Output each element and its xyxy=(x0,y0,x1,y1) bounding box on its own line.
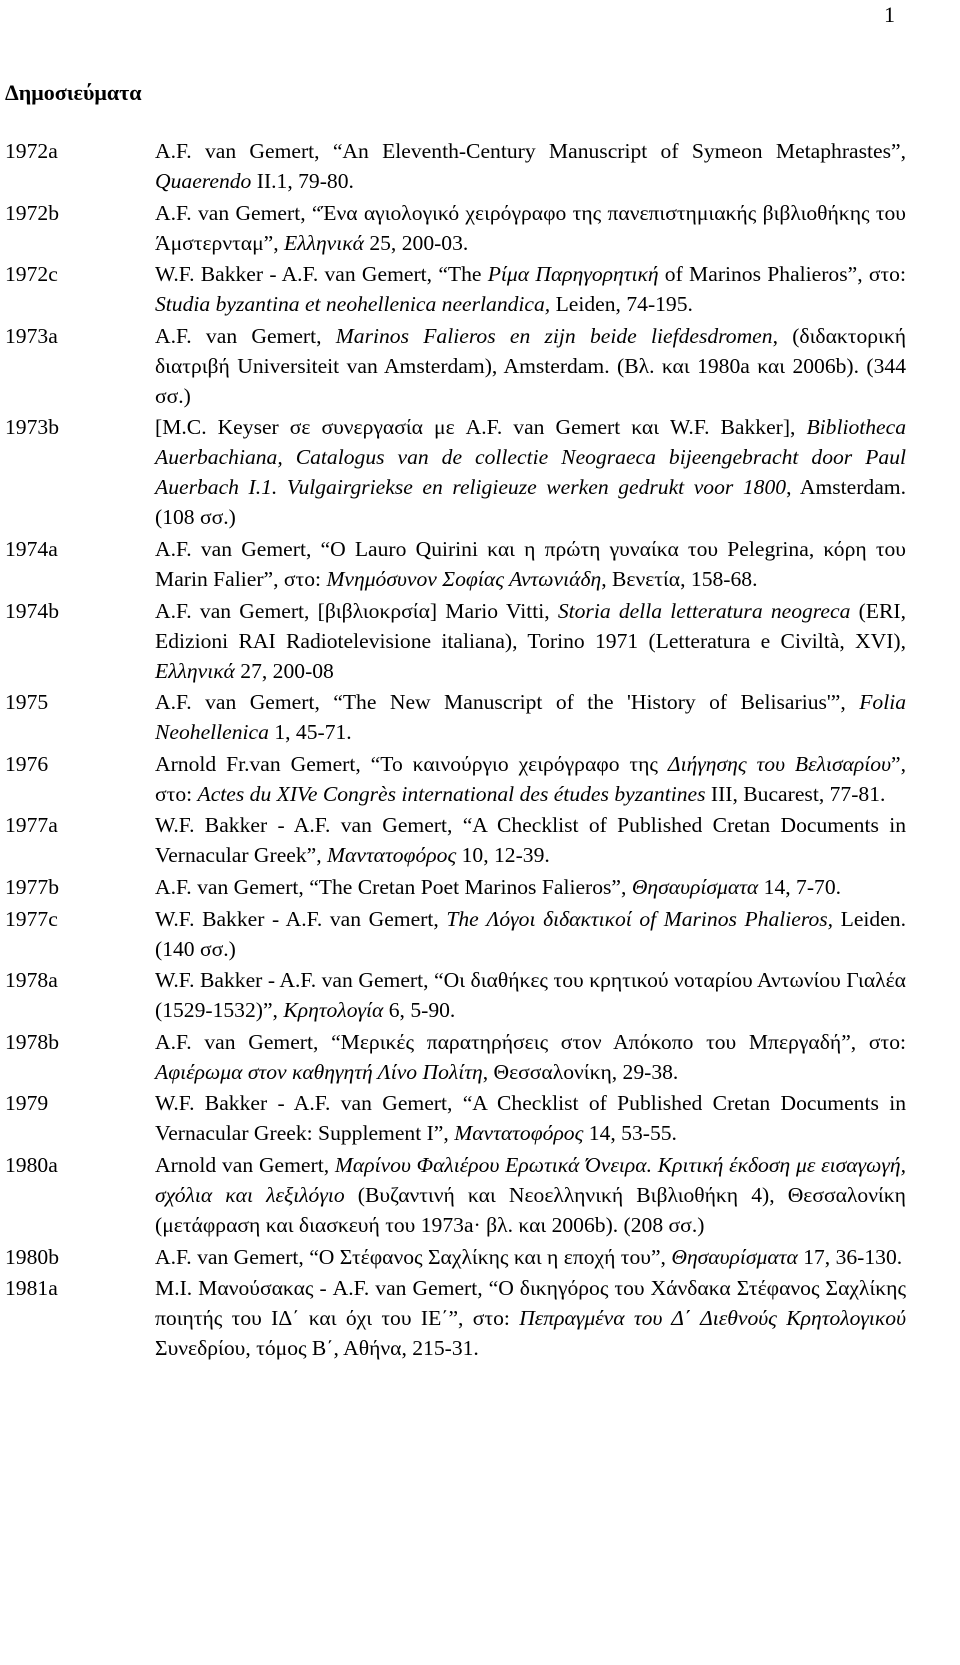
section-title: Δημοσιεύματα xyxy=(5,80,142,105)
citation-text: (ERI, Edizioni RAI Radiotelevisione italiana), Torino 1971 (Letteratura e Civiltà, XVI), xyxy=(155,598,906,653)
publication-year: 1972c xyxy=(5,262,58,287)
citation-text: W.F. Bakker - A.F. van Gemert, xyxy=(155,906,447,931)
citation-text: 1, 45-71. xyxy=(268,720,352,745)
citation-title-italic: Μαντατοφόρος xyxy=(454,1121,584,1146)
publication-entry xyxy=(0,872,960,902)
publication-citation xyxy=(155,1273,906,1363)
publication-year: 1980a xyxy=(5,1152,58,1177)
publication-entry xyxy=(0,1150,960,1240)
publication-citation xyxy=(155,534,906,594)
publication-citation xyxy=(155,1150,906,1240)
publication-entry xyxy=(0,136,960,196)
citation-text: A.F. van Gemert, xyxy=(155,323,336,348)
citation-text: W.F. Bakker - A.F. van Gemert, “A Checklist of Published Cretan Documents in Vernacular Greek: Supplement I”, xyxy=(155,1091,906,1146)
citation-text: , Θεσσαλονίκη, 29-38. xyxy=(482,1059,679,1084)
citation-text: [M.C. Keyser σε συνεργασία με A.F. van Gemert και W.F. Bakker], xyxy=(155,415,807,440)
citation-title-italic: Διήγησης του Βελισαρίου xyxy=(667,751,892,776)
publication-year: 1980b xyxy=(5,1244,59,1269)
publication-year: 1972b xyxy=(5,200,59,225)
citation-text: 27, 200-08 xyxy=(234,658,334,683)
citation-text: Συνεδρίου, τόμος Β΄, Αθήνα, 215-31. xyxy=(155,1336,479,1361)
publication-year: 1974b xyxy=(5,598,59,623)
citation-title-italic: Θησαυρίσματα xyxy=(631,874,759,899)
publication-entry xyxy=(0,749,960,809)
publication-citation xyxy=(155,749,906,809)
publication-entry xyxy=(0,1273,960,1363)
publication-year: 1974a xyxy=(5,536,58,561)
citation-text: 6, 5-90. xyxy=(383,998,456,1023)
publication-year: 1973b xyxy=(5,415,59,440)
citation-text: A.F. van Gemert, “The New Manuscript of the 'History of Belisarius'”, xyxy=(155,690,860,715)
citation-text: A.F. van Gemert, “An Eleventh-Century Manuscript of Symeon Metaphrastes”, xyxy=(155,139,906,163)
publication-year: 1981a xyxy=(5,1276,58,1301)
citation-text: ”, στο: xyxy=(155,751,906,806)
publication-entry xyxy=(0,321,960,411)
publication-year: 1972a xyxy=(5,139,58,163)
citation-title-italic: Storia della letteratura neogreca xyxy=(557,598,851,623)
citation-title-italic: Marinos Falieros en zijn beide liefdesdromen xyxy=(335,323,773,348)
publication-citation xyxy=(155,1088,906,1148)
page-number: 1 xyxy=(884,2,895,27)
citation-text: 14, 53-55. xyxy=(583,1121,677,1146)
publication-year: 1975 xyxy=(5,690,49,715)
citation-title-italic: Αφιέρωμα στον καθηγητή Λίνο Πολίτη xyxy=(155,1059,483,1084)
citation-title-italic: Μαρίνου Φαλιέρου Ερωτικά Όνειρα. Κριτική έκδοση με εισαγωγή, σχόλια και λεξιλόγιο xyxy=(155,1152,907,1207)
citation-text: , Βενετία, 158-68. xyxy=(601,566,758,591)
citation-title-italic: Μαντατοφόρος xyxy=(327,843,457,868)
citation-title-italic: Πεπραγμένα του Δ΄ Διεθνούς Κρητολογικού xyxy=(519,1306,906,1331)
publication-list xyxy=(0,136,960,1365)
citation-title-italic: Bibliotheca Auerbachiana, Catalogus van de collectie Neograeca bijeengebracht door Paul Auerbach I.1. Vulgairgriekse en religieuze werken gedrukt voor 1800 xyxy=(155,415,906,500)
publication-year: 1977a xyxy=(5,813,58,838)
publication-citation xyxy=(155,1242,906,1272)
publication-citation xyxy=(155,321,906,411)
citation-text: 25, 200-03. xyxy=(363,230,469,255)
publication-citation xyxy=(155,872,906,902)
citation-text: A.F. van Gemert, “Ο Στέφανος Σαχλίκης και η εποχή του”, xyxy=(155,1244,672,1269)
citation-text: 14, 7-70. xyxy=(758,874,842,899)
publication-entry xyxy=(0,1027,960,1087)
citation-text: of Marinos Phalieros”, στο: xyxy=(658,262,906,287)
publication-citation xyxy=(155,687,906,747)
publication-entry xyxy=(0,259,960,319)
publication-year: 1976 xyxy=(5,751,49,776)
citation-title-italic: Θησαυρίσματα xyxy=(671,1244,798,1269)
citation-text: (Βυζαντινή και Νεοελληνική Βιβλιοθήκη 4), Θεσσαλονίκη (μετάφραση και διασκευή του 1973a· βλ. και 2006b). (208 σσ.) xyxy=(155,1182,906,1237)
publication-entry xyxy=(0,1088,960,1148)
publication-citation xyxy=(155,810,906,870)
citation-title-italic: Folia Neohellenica xyxy=(155,690,906,745)
publication-entry xyxy=(0,534,960,594)
publication-entry xyxy=(0,965,960,1025)
citation-text: W.F. Bakker - A.F. van Gemert, “The xyxy=(155,262,488,287)
publication-entry xyxy=(0,687,960,747)
publication-citation xyxy=(155,259,906,319)
publication-entry xyxy=(0,412,960,532)
citation-text: A.F. van Gemert, “Μερικές παρατηρήσεις στον Απόκοπο του Μπεργαδή”, στο: xyxy=(155,1029,906,1054)
publication-citation xyxy=(155,965,906,1025)
citation-text: Leiden, 74-195. xyxy=(550,292,693,317)
publication-year: 1978a xyxy=(5,968,58,993)
citation-text: , Amsterdam. (108 σσ.) xyxy=(155,475,907,530)
citation-text: W.F. Bakker - A.F. van Gemert, “Οι διαθήκες του κρητικού νοταρίου Αντωνίου Γιαλέα (1529-1532)”, xyxy=(155,968,906,1023)
publication-citation xyxy=(155,412,906,532)
citation-title-italic: Ρίμα Παρηγορητική xyxy=(487,262,659,287)
citation-title-italic: Μνημόσυνον Σοφίας Αντωνιάδη xyxy=(326,566,602,591)
citation-text: 10, 12-39. xyxy=(456,843,550,868)
citation-text: A.F. van Gemert, “Ο Lauro Quirini και η πρώτη γυναίκα του Pelegrina, κόρη του Marin Falier”, στο: xyxy=(155,536,906,591)
publication-year: 1977c xyxy=(5,906,58,931)
publication-citation xyxy=(155,1027,906,1087)
citation-title-italic: The Λόγοι διδακτικοί of Marinos Phalieros, xyxy=(446,906,834,931)
publication-citation xyxy=(155,904,906,964)
publication-entry xyxy=(0,904,960,964)
citation-title-italic: Actes du XIVe Congrès international des études byzantines xyxy=(197,781,706,806)
publication-year: 1977b xyxy=(5,874,59,899)
publication-citation xyxy=(155,136,906,196)
citation-title-italic: Quaerendo xyxy=(155,169,252,193)
citation-text: W.F. Bakker - A.F. van Gemert, “A Checklist of Published Cretan Documents in Vernacular Greek”, xyxy=(155,813,906,868)
publication-entry xyxy=(0,596,960,686)
citation-text: 17, 36-130. xyxy=(797,1244,903,1269)
citation-text: A.F. van Gemert, “The Cretan Poet Marinos Falieros”, xyxy=(155,874,632,899)
citation-text: Arnold van Gemert, xyxy=(155,1152,335,1177)
citation-text: A.F. van Gemert, “Ένα αγιολογικό χειρόγραφο της πανεπιστημιακής βιβλιοθήκης του Άμστερνταμ”, xyxy=(155,200,906,255)
publication-citation xyxy=(155,596,906,686)
citation-title-italic: Ελληνικά xyxy=(155,658,235,683)
publication-year: 1978b xyxy=(5,1029,59,1054)
citation-title-italic: Κρητολογία xyxy=(283,998,384,1023)
publication-year: 1979 xyxy=(5,1091,49,1116)
citation-text: M.I. Μανούσακας - A.F. van Gemert, “Ο δικηγόρος του Χάνδακα Στέφανος Σαχλίκης ποιητής του ΙΔ΄ και όχι του ΙΕ΄”, στο: xyxy=(155,1276,906,1331)
citation-text: A.F. van Gemert, [βιβλιοκρσία] Mario Vitti, xyxy=(155,598,558,623)
citation-title-italic: Studia byzantina et neohellenica neerlandica, xyxy=(155,292,551,317)
publication-entry xyxy=(0,198,960,258)
citation-text: Leiden. (140 σσ.) xyxy=(155,906,907,961)
citation-text: Arnold Fr.van Gemert, “Το καινούργιο χειρόγραφο της xyxy=(155,751,668,776)
publication-year: 1973a xyxy=(5,323,58,348)
publication-citation xyxy=(155,198,906,258)
publication-entry xyxy=(0,810,960,870)
citation-title-italic: Ελληνικά xyxy=(284,230,364,255)
citation-text: III, Bucarest, 77-81. xyxy=(705,781,886,806)
citation-text: , (διδακτορική διατριβή Universiteit van Amsterdam), Amsterdam. (Βλ. και 1980a και 2006b). (344 σσ.) xyxy=(155,323,907,408)
publication-entry xyxy=(0,1242,960,1272)
citation-text: II.1, 79-80. xyxy=(251,169,354,193)
